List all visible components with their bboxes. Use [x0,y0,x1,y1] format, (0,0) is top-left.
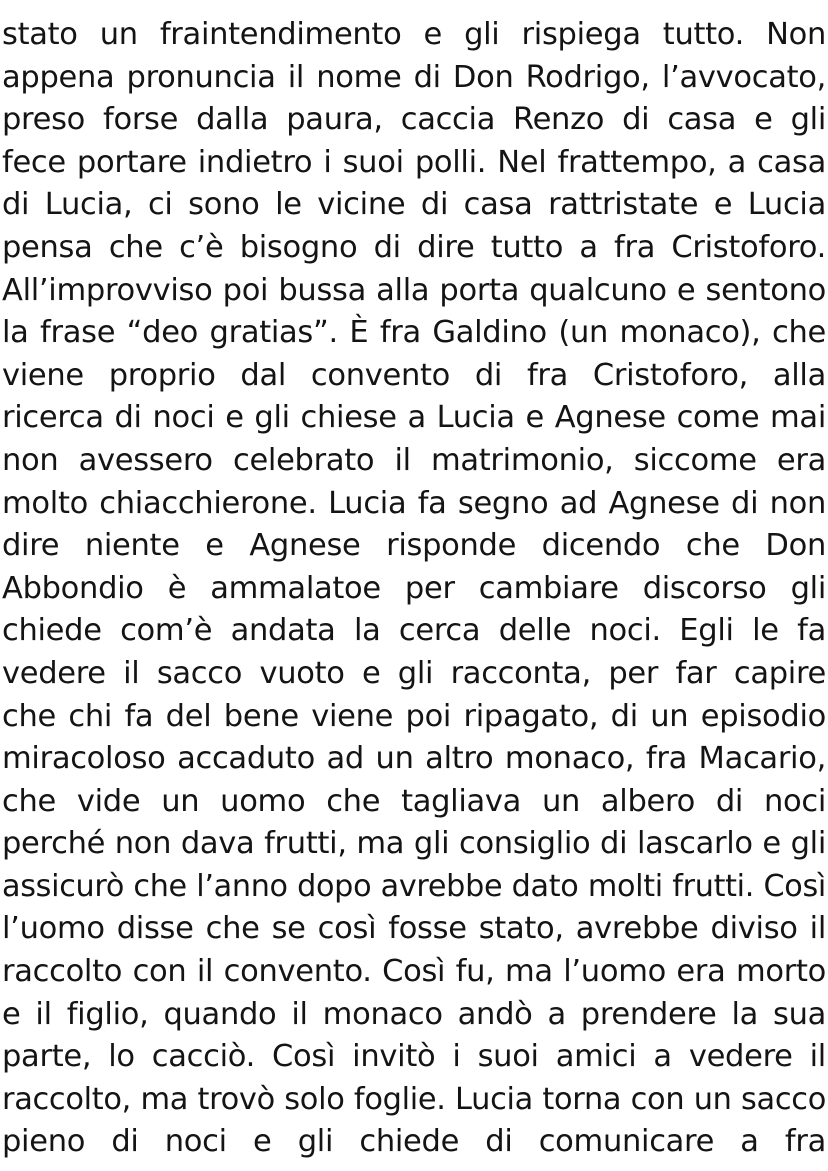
text-line: appena pronuncia il nome di Don Rodrigo, l’avvocato, [2,59,826,95]
text-line: la frase “deo gratias”. È fra Galdino (un monaco), che [2,315,826,351]
body-text [2,14,826,1164]
text-line: All’improvviso poi bussa alla porta qualcuno e sentono [2,272,826,308]
text-line: l’uomo disse che se così fosse stato, avrebbe diviso il [2,911,826,947]
text-line: fece portare indietro i suoi polli. Nel frattempo, a casa [2,144,826,180]
text-line: dire niente e Agnese risponde dicendo che Don [2,528,826,564]
text-line: Abbondio è ammalatoe per cambiare discorso gli [2,570,826,606]
text-line: di Lucia, ci sono le vicine di casa rattristate e Lucia [2,187,826,223]
text-line: pieno di noci e gli chiede di comunicare a fra [2,1124,826,1160]
text-line: che chi fa del bene viene poi ripagato, di un episodio [2,698,826,734]
text-line: preso forse dalla paura, caccia Renzo di casa e gli [2,102,826,138]
text-line: raccolto con il convento. Così fu, ma l’uomo era morto [2,954,826,990]
text-line: stato un fraintendimento e gli rispiega tutto. Non [2,17,826,52]
text-line: perché non dava frutti, ma gli consiglio di lascarlo e gli [2,826,826,862]
text-line: chiede com’è andata la cerca delle noci. Egli le fa [2,613,826,649]
text-line: molto chiacchierone. Lucia fa segno ad Agnese di non [2,485,826,521]
text-line: assicurò che l’anno dopo avrebbe dato molti frutti. Così [2,868,826,904]
text-line: parte, lo cacciò. Così invitò i suoi amici a vedere il [2,1039,826,1075]
text-line: non avessero celebrato il matrimonio, siccome era [2,442,826,478]
text-line: che vide un uomo che tagliava un albero di noci [2,783,826,819]
text-line: ricerca di noci e gli chiese a Lucia e Agnese come mai [2,400,826,436]
text-line: viene proprio dal convento di fra Cristoforo, alla [2,357,826,393]
text-line: e il figlio, quando il monaco andò a prendere la sua [2,996,826,1032]
text-line: vedere il sacco vuoto e gli racconta, per far capire [2,655,826,691]
text-line: pensa che c’è bisogno di dire tutto a fra Cristoforo. [2,229,826,265]
text-line: raccolto, ma trovò solo foglie. Lucia torna con un sacco [2,1081,826,1117]
text-line: miracoloso accaduto ad un altro monaco, fra Macario, [2,741,826,777]
